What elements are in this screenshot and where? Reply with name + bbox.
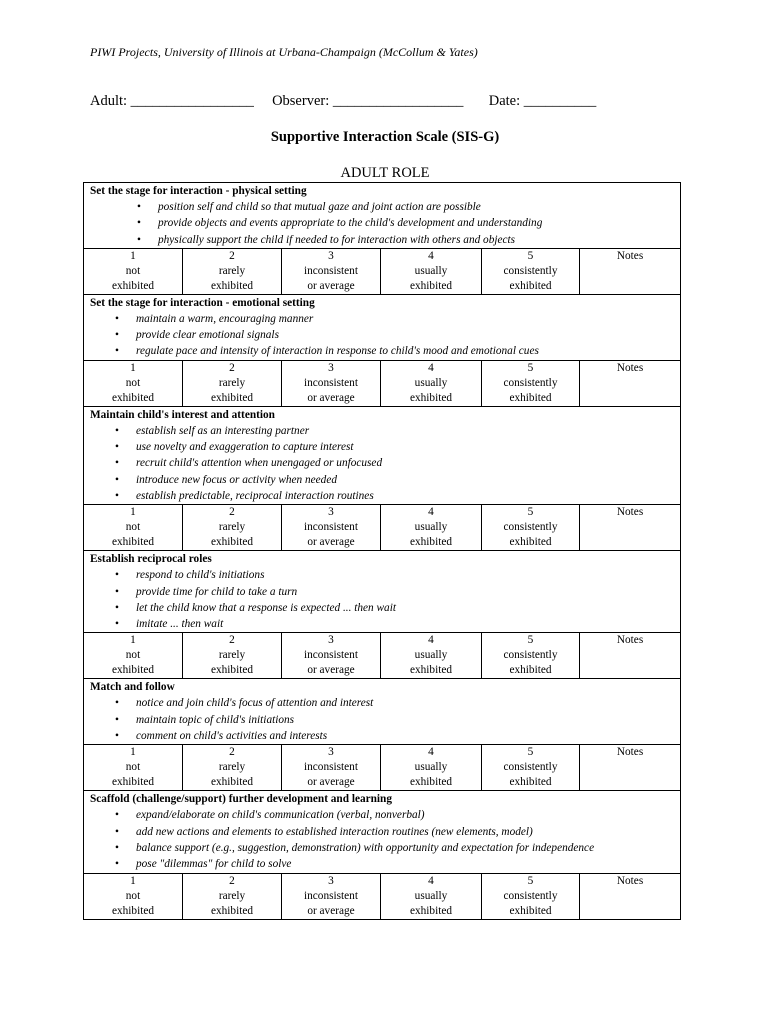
rating-option-3[interactable] xyxy=(282,633,381,679)
list-item xyxy=(90,856,680,872)
list-item xyxy=(90,728,680,744)
date-field[interactable]: Date: __________ xyxy=(488,93,597,109)
bullet-icon: • xyxy=(115,345,119,358)
rating-option-3[interactable] xyxy=(282,745,381,791)
rating-label: consistently xyxy=(503,761,558,774)
bullet-icon: • xyxy=(115,473,119,486)
bullet-icon: • xyxy=(115,329,119,342)
rating-number: 4 xyxy=(428,249,434,262)
rating-number: 3 xyxy=(328,634,334,647)
item-text: notice and join child's focus of attention and interest xyxy=(136,697,374,710)
list-item xyxy=(90,327,680,343)
rating-label: inconsistent xyxy=(304,649,358,662)
rating-number: 3 xyxy=(328,361,334,374)
item-text: regulate pace and intensity of interaction in response to child's mood and emotional cues xyxy=(136,345,539,358)
rating-option-2[interactable] xyxy=(183,360,282,406)
rating-number: 2 xyxy=(229,506,235,519)
notes-cell[interactable] xyxy=(580,633,681,679)
bullet-icon: • xyxy=(115,489,119,502)
rating-label: rarely xyxy=(218,521,246,534)
rating-option-1[interactable] xyxy=(84,360,183,406)
item-text: comment on child's activities and interests xyxy=(136,730,328,743)
section-title: Set the stage for interaction - emotional setting xyxy=(90,296,315,309)
section-item-list xyxy=(90,567,680,632)
item-text: maintain topic of child's initiations xyxy=(136,713,295,726)
rating-option-5[interactable] xyxy=(482,505,580,551)
bullet-icon: • xyxy=(115,713,119,726)
rating-row xyxy=(84,360,681,406)
rating-label: or average xyxy=(307,664,355,677)
list-item xyxy=(90,695,680,711)
rating-label: exhibited xyxy=(409,664,453,677)
rating-label: usually xyxy=(414,521,448,534)
list-item xyxy=(90,472,680,488)
rating-label: exhibited xyxy=(111,536,155,549)
rating-row xyxy=(84,745,681,791)
bullet-icon: • xyxy=(115,618,119,631)
item-text: provide time for child to take a turn xyxy=(136,585,298,598)
rating-number: 3 xyxy=(328,249,334,262)
observer-field[interactable]: Observer: __________________ xyxy=(272,93,464,109)
rating-number: 5 xyxy=(527,746,534,759)
notes-label: Notes xyxy=(616,249,644,262)
rating-label: exhibited xyxy=(409,279,453,292)
rating-label: not xyxy=(125,264,141,277)
rating-label: exhibited xyxy=(111,279,155,292)
rating-option-3[interactable] xyxy=(282,873,381,919)
item-text: physically support the child if needed to for interaction with others and objects xyxy=(158,233,516,246)
bullet-icon: • xyxy=(115,601,119,614)
rating-label: usually xyxy=(414,761,448,774)
rating-row xyxy=(84,505,681,551)
rating-label: rarely xyxy=(218,376,246,389)
bullet-icon: • xyxy=(115,730,119,743)
project-header: PIWI Projects, University of Illinois at Urbana-Champaign (McCollum & Yates) xyxy=(90,45,478,59)
rating-option-1[interactable] xyxy=(84,633,183,679)
list-item xyxy=(90,807,680,823)
section-title: Maintain child's interest and attention xyxy=(90,408,275,421)
bullet-icon: • xyxy=(115,312,119,325)
list-item xyxy=(90,199,680,215)
rating-label: rarely xyxy=(218,889,246,902)
rating-number: 3 xyxy=(328,874,334,887)
list-item xyxy=(90,343,680,359)
bullet-icon: • xyxy=(115,841,119,854)
rating-option-4[interactable] xyxy=(381,248,482,294)
notes-cell[interactable] xyxy=(580,505,681,551)
rating-label: exhibited xyxy=(210,664,254,677)
section-row xyxy=(84,791,681,873)
item-text: establish predictable, reciprocal interaction routines xyxy=(136,489,374,502)
notes-label: Notes xyxy=(616,506,644,519)
rating-label: consistently xyxy=(503,889,558,902)
list-item xyxy=(90,215,680,231)
item-text: balance support (e.g., suggestion, demonstration) with opportunity and expectation for independence xyxy=(136,841,595,854)
rating-number: 4 xyxy=(428,506,434,519)
section-cell xyxy=(84,406,681,504)
list-item xyxy=(90,488,680,504)
role-title: ADULT ROLE xyxy=(340,165,430,181)
rating-label: or average xyxy=(307,904,355,917)
rating-label: usually xyxy=(414,889,448,902)
section-cell xyxy=(84,791,681,873)
rating-option-1[interactable] xyxy=(84,505,183,551)
rating-option-2[interactable] xyxy=(183,873,282,919)
bullet-icon: • xyxy=(115,809,119,822)
form-fields-line xyxy=(90,93,596,110)
notes-label: Notes xyxy=(616,746,644,759)
rating-option-3[interactable] xyxy=(282,505,381,551)
rating-label: exhibited xyxy=(111,776,155,789)
rating-label: consistently xyxy=(503,264,558,277)
rating-label: usually xyxy=(414,264,448,277)
rating-number: 1 xyxy=(130,506,136,519)
rating-label: consistently xyxy=(503,649,558,662)
item-text: maintain a warm, encouraging manner xyxy=(136,312,314,325)
item-text: expand/elaborate on child's communication (verbal, nonverbal) xyxy=(136,809,425,822)
rating-label: or average xyxy=(307,776,355,789)
section-title: Match and follow xyxy=(90,681,175,694)
list-item xyxy=(90,824,680,840)
item-text: add new actions and elements to established interaction routines (new elements, model) xyxy=(136,825,533,838)
rating-label: or average xyxy=(307,279,355,292)
rating-label: exhibited xyxy=(210,391,254,404)
rating-number: 1 xyxy=(130,634,136,647)
section-row xyxy=(84,679,681,745)
rating-label: exhibited xyxy=(409,391,453,404)
rating-number: 5 xyxy=(527,506,534,519)
rating-label: not xyxy=(125,761,141,774)
rating-option-5[interactable] xyxy=(482,873,580,919)
rating-number: 5 xyxy=(527,874,534,887)
item-text: introduce new focus or activity when needed xyxy=(136,473,337,486)
notes-cell[interactable] xyxy=(580,360,681,406)
rating-number: 1 xyxy=(130,361,136,374)
section-item-list xyxy=(90,199,680,248)
rating-label: exhibited xyxy=(210,279,254,292)
item-text: imitate ... then wait xyxy=(136,618,224,631)
rating-number: 4 xyxy=(428,634,434,647)
rating-label: exhibited xyxy=(509,536,552,549)
rating-label: exhibited xyxy=(111,391,155,404)
list-item xyxy=(90,423,680,439)
rating-label: exhibited xyxy=(509,279,552,292)
bullet-icon: • xyxy=(115,424,119,437)
rating-label: exhibited xyxy=(509,904,552,917)
rating-label: inconsistent xyxy=(304,376,358,389)
item-text: provide objects and events appropriate to the child's development and understanding xyxy=(158,217,543,230)
rating-label: rarely xyxy=(218,761,246,774)
rating-label: exhibited xyxy=(509,664,552,677)
notes-label: Notes xyxy=(616,634,644,647)
rating-label: exhibited xyxy=(111,904,155,917)
rating-option-4[interactable] xyxy=(381,633,482,679)
section-title: Scaffold (challenge/support) further development and learning xyxy=(90,793,392,806)
rating-number: 3 xyxy=(328,746,334,759)
adult-field[interactable]: Adult: _________________ xyxy=(90,93,254,109)
item-text: let the child know that a response is expected ... then wait xyxy=(136,601,396,614)
rating-label: rarely xyxy=(218,649,246,662)
section-row xyxy=(84,406,681,504)
rating-label: inconsistent xyxy=(304,889,358,902)
rating-label: or average xyxy=(307,536,355,549)
list-item xyxy=(90,439,680,455)
rating-row xyxy=(84,248,681,294)
section-cell xyxy=(84,183,681,249)
rating-number: 4 xyxy=(428,746,434,759)
bullet-icon: • xyxy=(115,825,119,838)
list-item xyxy=(90,600,680,616)
rating-option-4[interactable] xyxy=(381,873,482,919)
rating-number: 4 xyxy=(428,361,434,374)
rating-option-1[interactable] xyxy=(84,745,183,791)
rating-label: exhibited xyxy=(210,776,254,789)
rating-option-5[interactable] xyxy=(482,745,580,791)
bullet-icon: • xyxy=(137,201,141,213)
list-item xyxy=(90,584,680,600)
section-title: Set the stage for interaction - physical setting xyxy=(90,185,307,197)
rating-label: not xyxy=(125,889,141,902)
bullet-icon: • xyxy=(115,457,119,470)
list-item xyxy=(90,232,680,248)
rating-label: exhibited xyxy=(210,536,254,549)
rating-option-3[interactable] xyxy=(282,360,381,406)
item-text: pose "dilemmas" for child to solve xyxy=(136,858,292,871)
rating-label: exhibited xyxy=(210,904,254,917)
item-text: recruit child's attention when unengaged or unfocused xyxy=(136,457,383,470)
rating-option-2[interactable] xyxy=(183,633,282,679)
rating-number: 5 xyxy=(527,634,534,647)
rating-label: rarely xyxy=(218,264,246,277)
rating-label: exhibited xyxy=(509,391,552,404)
rating-option-4[interactable] xyxy=(381,505,482,551)
rating-option-5[interactable] xyxy=(482,633,580,679)
notes-cell[interactable] xyxy=(580,873,681,919)
rating-label: not xyxy=(125,376,141,389)
rating-label: usually xyxy=(414,376,448,389)
section-title: Establish reciprocal roles xyxy=(90,553,212,566)
rating-label: inconsistent xyxy=(304,761,358,774)
rating-number: 1 xyxy=(130,249,136,262)
rating-option-2[interactable] xyxy=(183,745,282,791)
notes-label: Notes xyxy=(616,874,644,887)
list-item xyxy=(90,311,680,327)
rating-label: inconsistent xyxy=(304,264,358,277)
bullet-icon: • xyxy=(115,697,119,710)
rating-number: 2 xyxy=(229,874,235,887)
bullet-icon: • xyxy=(137,233,141,246)
rating-label: not xyxy=(125,521,141,534)
rating-number: 2 xyxy=(229,746,235,759)
list-item xyxy=(90,712,680,728)
rating-label: exhibited xyxy=(111,664,155,677)
rating-label: usually xyxy=(414,649,448,662)
scale-table xyxy=(83,182,681,920)
rating-number: 5 xyxy=(527,361,534,374)
section-row xyxy=(84,294,681,360)
rating-number: 2 xyxy=(229,634,235,647)
rating-row xyxy=(84,873,681,919)
list-item xyxy=(90,567,680,583)
rating-label: exhibited xyxy=(509,776,552,789)
notes-cell[interactable] xyxy=(580,745,681,791)
rating-option-2[interactable] xyxy=(183,505,282,551)
section-item-list xyxy=(90,423,680,504)
item-text: use novelty and exaggeration to capture interest xyxy=(136,441,354,454)
scale-title: Supportive Interaction Scale (SIS-G) xyxy=(270,129,500,145)
list-item xyxy=(90,840,680,856)
rating-label: exhibited xyxy=(409,904,453,917)
rating-label: consistently xyxy=(503,376,558,389)
rating-option-1[interactable] xyxy=(84,873,183,919)
notes-cell[interactable] xyxy=(580,248,681,294)
rating-number: 5 xyxy=(527,249,534,262)
rating-number: 1 xyxy=(130,874,136,887)
rating-label: or average xyxy=(307,391,355,404)
rating-label: exhibited xyxy=(409,536,453,549)
section-item-list xyxy=(90,311,680,360)
rating-label: not xyxy=(125,649,141,662)
list-item xyxy=(90,455,680,471)
rating-option-1[interactable] xyxy=(84,248,183,294)
rating-option-5[interactable] xyxy=(482,360,580,406)
section-row xyxy=(84,183,681,249)
bullet-icon: • xyxy=(115,569,119,582)
rating-option-4[interactable] xyxy=(381,360,482,406)
list-item xyxy=(90,616,680,632)
rating-number: 1 xyxy=(130,746,136,759)
rating-row xyxy=(84,633,681,679)
rating-option-4[interactable] xyxy=(381,745,482,791)
section-row xyxy=(84,551,681,633)
rating-label: consistently xyxy=(503,521,558,534)
rating-label: exhibited xyxy=(409,776,453,789)
rating-option-3[interactable] xyxy=(282,248,381,294)
bullet-icon: • xyxy=(115,441,119,454)
rating-number: 2 xyxy=(229,361,235,374)
section-item-list xyxy=(90,807,680,872)
rating-option-2[interactable] xyxy=(183,248,282,294)
bullet-icon: • xyxy=(137,217,141,230)
rating-number: 3 xyxy=(328,506,334,519)
bullet-icon: • xyxy=(115,585,119,598)
section-cell xyxy=(84,294,681,360)
notes-label: Notes xyxy=(616,361,644,374)
rating-option-5[interactable] xyxy=(482,248,580,294)
bullet-icon: • xyxy=(115,858,119,871)
item-text: position self and child so that mutual gaze and joint action are possible xyxy=(158,201,481,213)
rating-number: 2 xyxy=(229,249,235,262)
item-text: provide clear emotional signals xyxy=(136,329,279,342)
section-item-list xyxy=(90,695,680,744)
section-cell xyxy=(84,679,681,745)
rating-label: inconsistent xyxy=(304,521,358,534)
item-text: respond to child's initiations xyxy=(136,569,265,582)
rating-number: 4 xyxy=(428,874,434,887)
item-text: establish self as an interesting partner xyxy=(136,424,310,437)
section-cell xyxy=(84,551,681,633)
